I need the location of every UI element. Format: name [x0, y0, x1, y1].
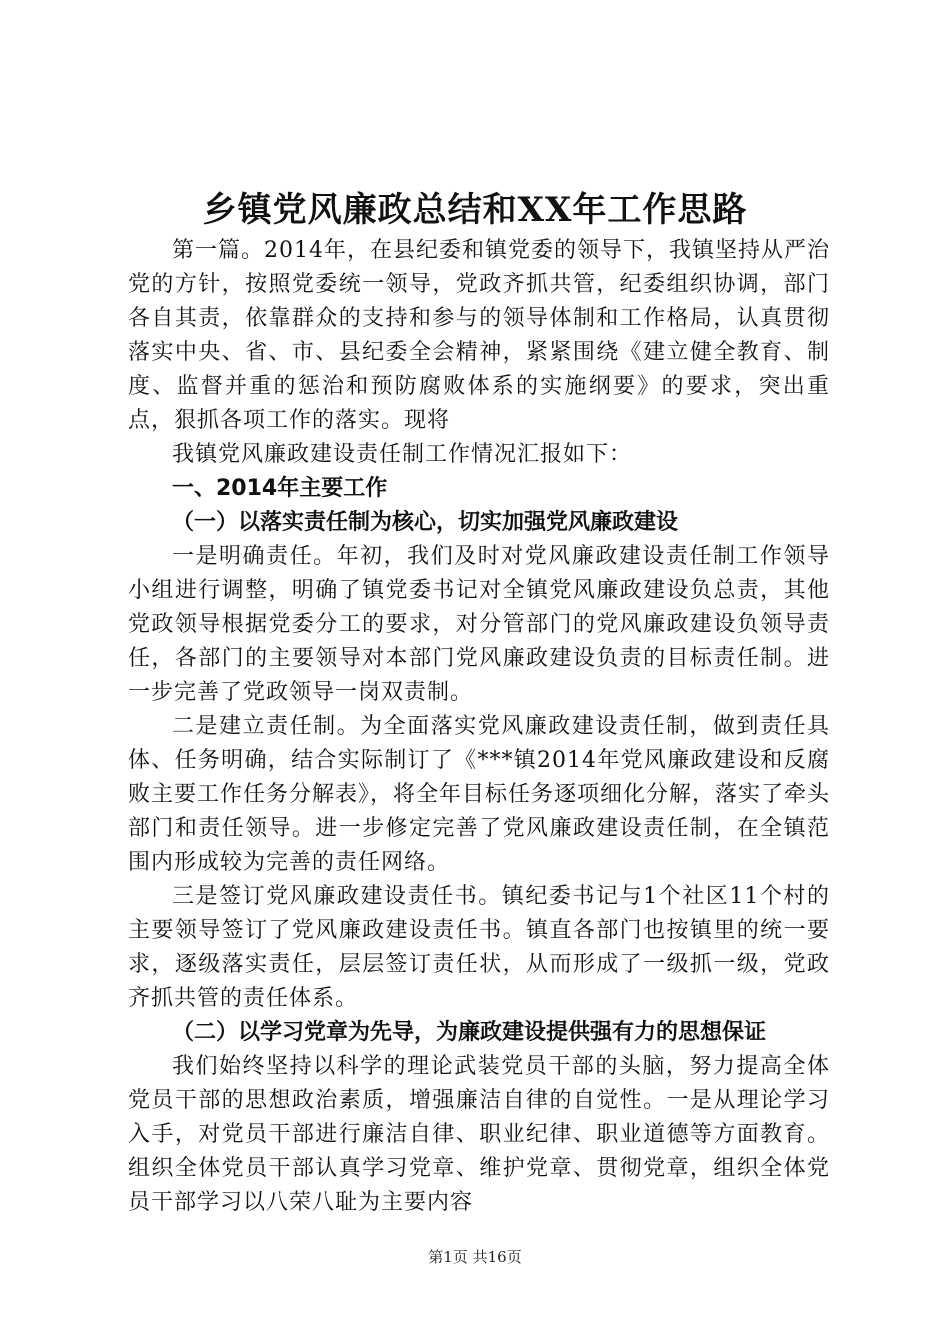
subsection-heading: （一）以落实责任制为核心，切实加强党风廉政建设	[172, 510, 679, 535]
paragraph: 一是明确责任。年初，我们及时对党风廉政建设责任制工作领导小组进行调整，明确了镇党委书记对全镇党风廉政建设负总责，其他党政领导根据党委分工的要求，对分管部门的党风廉政建设负领导责任，各部门的主要领导对本部门党风廉政建设负责的目标责任制。进一步完善了党政领导一岗双责制。	[128, 544, 830, 705]
paragraph: 三是签订党风廉政建设责任书。镇纪委书记与1个社区11个村的主要领导签订了党风廉政建设责任书。镇直各部门也按镇里的统一要求，逐级落实责任，层层签订责任状，从而形成了一级抓一级，党政齐抓共管的责任体系。	[128, 884, 830, 1011]
document-body	[128, 234, 830, 1220]
paragraph: 我们始终坚持以科学的理论武装党员干部的头脑，努力提高全体党员干部的思想政治素质，增强廉洁自律的自觉性。一是从理论学习入手，对党员干部进行廉洁自律、职业纪律、职业道德等方面教育。组织全体党员干部认真学习党章、维护党章、贯彻党章，组织全体党员干部学习以八荣八耻为主要内容	[128, 1054, 830, 1215]
paragraph: 我镇党风廉政建设责任制工作情况汇报如下：	[172, 442, 633, 467]
paragraph: 第一篇。2014年，在县纪委和镇党委的领导下，我镇坚持从严治党的方针，按照党委统一领导，党政齐抓共管，纪委组织协调，部门各自其责，依靠群众的支持和参与的领导体制和工作格局，认真贯彻落实中央、省、市、县纪委全会精神，紧紧围绕《建立健全教育、制度、监督并重的惩治和预防腐败体系的实施纲要》的要求，突出重点，狠抓各项工作的落实。现将	[128, 238, 830, 433]
document-title: 乡镇党风廉政总结和XX年工作思路	[202, 190, 748, 230]
paragraph: 二是建立责任制。为全面落实党风廉政建设责任制，做到责任具体、任务明确，结合实际制订了《***镇2014年党风廉政建设和反腐败主要工作任务分解表》，将全年目标任务逐项细化分解，落实了牵头部门和责任领导。进一步修定完善了党风廉政建设责任制，在全镇范围内形成较为完善的责任网络。	[128, 714, 831, 875]
section-heading: 一、2014年主要工作	[172, 476, 388, 501]
subsection-heading: （二）以学习党章为先导，为廉政建设提供强有力的思想保证	[172, 1020, 767, 1045]
page-number: 第1页 共16页	[428, 1248, 522, 1266]
